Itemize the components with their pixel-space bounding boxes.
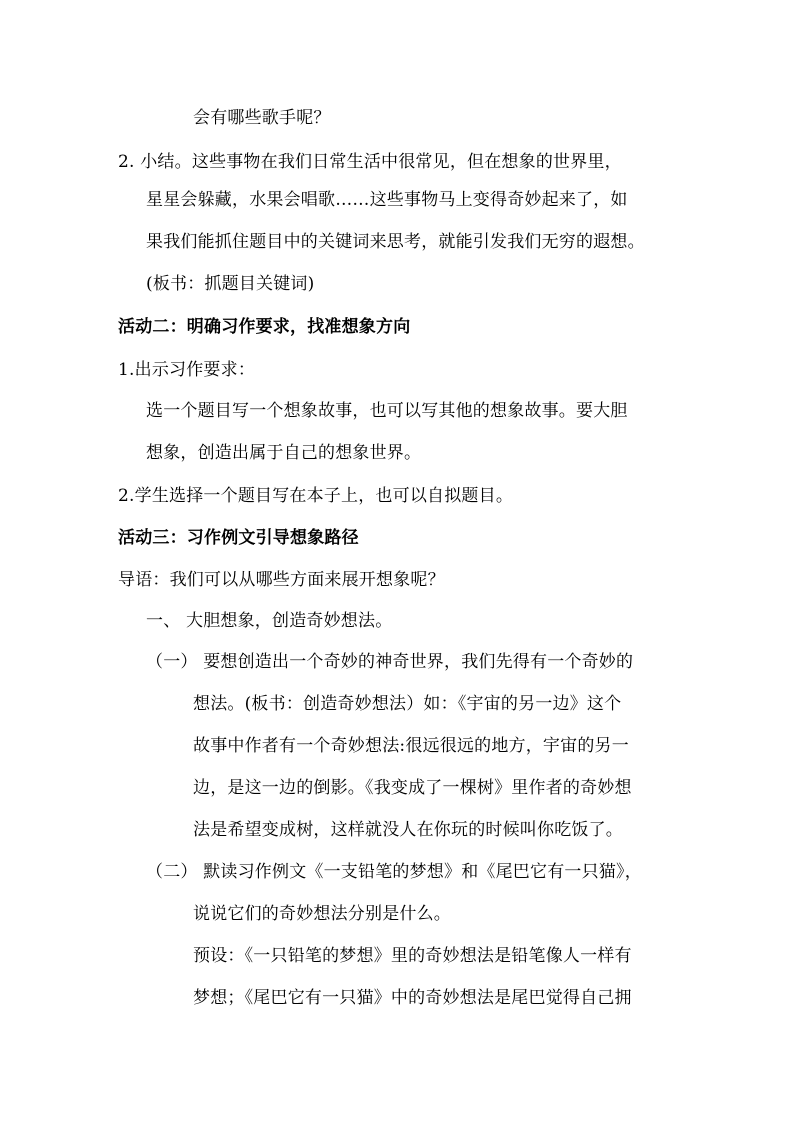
- text-line: 想法。(板书：创造奇妙想法）如：《宇宙的另一边》这个: [193, 694, 622, 714]
- text-line: 果我们能抓住题目中的关键词来思考，就能引发我们无穷的遐想。: [146, 232, 645, 252]
- intro-line: 导语：我们可以从哪些方面来展开想象呢？: [118, 570, 445, 590]
- text-line: 故事中作者有一个奇妙想法:很远很远的地方，宇宙的另一: [193, 736, 629, 756]
- section-one-heading: 一、 大胆想象，创造奇妙想法。: [146, 611, 393, 631]
- text-line: 说说它们的奇妙想法分别是什么。: [193, 904, 451, 924]
- text-line: 法是希望变成树，这样就没人在你玩的时候叫你吃饭了。: [193, 820, 623, 840]
- subsection-two: （二） 默读习作例文《一支铅笔的梦想》和《尾巴它有一只猫》，: [146, 862, 642, 882]
- text-line: 星星会躲藏，水果会唱歌……这些事物马上变得奇妙起来了，如: [146, 190, 628, 210]
- text-line: 边，是这一边的倒影。《我变成了一棵树》里作者的奇妙想: [193, 778, 632, 798]
- text-line: 预设：《一只铅笔的梦想》里的奇妙想法是铅笔像人一样有: [193, 946, 632, 966]
- activity-3-heading: 活动三：习作例文引导想象路径: [118, 528, 359, 548]
- text-line: 梦想；《尾巴它有一只猫》中的奇妙想法是尾巴觉得自己拥: [193, 988, 632, 1008]
- subsection-one: （一） 要想创造出一个奇妙的神奇世界，我们先得有一个奇妙的: [146, 652, 634, 672]
- list-item-2: 2.学生选择一个题目写在本子上，也可以自拟题目。: [118, 486, 514, 506]
- text-line: 想象，创造出属于自己的想象世界。: [146, 443, 422, 463]
- summary-item-2: 2. 小结。这些事物在我们日常生活中很常见，但在想象的世界里，: [118, 152, 622, 172]
- list-item-1: 1.出示习作要求：: [118, 360, 256, 380]
- blackboard-note: (板书：抓题目关键词): [146, 274, 315, 294]
- text-line: 选一个题目写一个想象故事，也可以写其他的想象故事。要大胆: [146, 401, 628, 421]
- activity-2-heading: 活动二：明确习作要求，找准想象方向: [118, 317, 411, 337]
- text-line: 会有哪些歌手呢？: [193, 108, 331, 128]
